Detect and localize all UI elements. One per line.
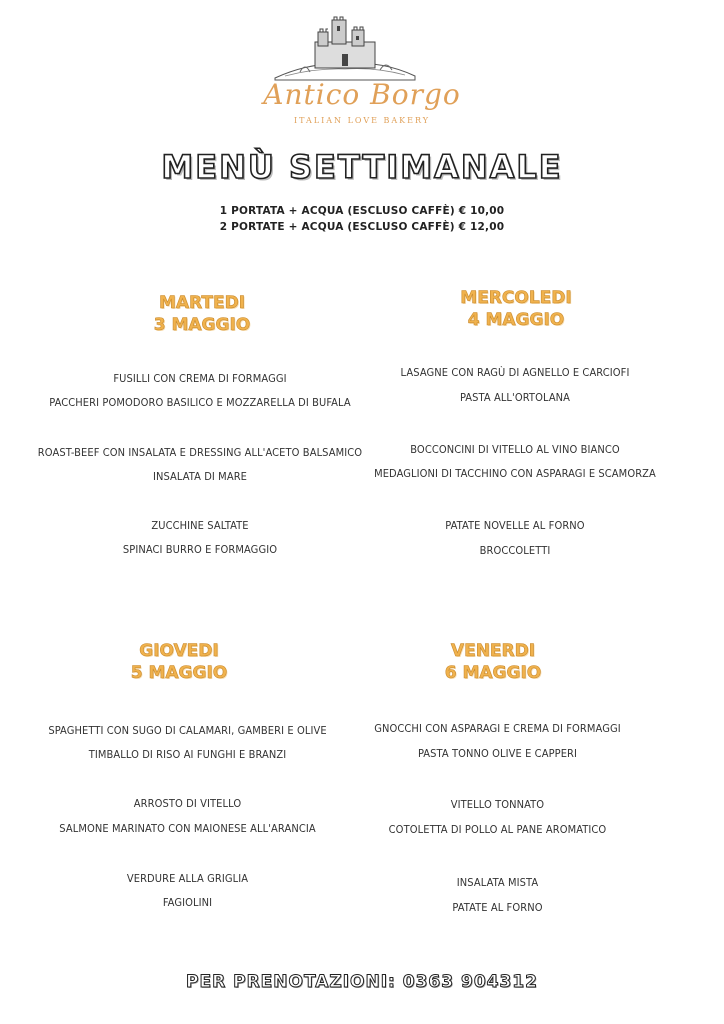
day-name: MARTEDI [158,293,246,313]
castle-icon [270,12,420,82]
menu-item: PACCHERI POMODORO BASILICO E MOZZARELLA DI BUFALA [49,396,351,409]
menu-item: MEDAGLIONI DI TACCHINO CON ASPARAGI E SCAMORZA [374,467,656,480]
menu-item: BOCCONCINI DI VITELLO AL VINO BIANCO [410,443,620,456]
menu-item: SPINACI BURRO E FORMAGGIO [122,543,278,556]
day-name: GIOVEDI [139,641,219,661]
menu-item: ZUCCHINE SALTATE [151,519,249,532]
menu-item: LASAGNE CON RAGÙ DI AGNELLO E CARCIOFI [400,366,630,379]
reservation-phone: PER PRENOTAZIONI: 0363 904312 [186,972,538,992]
menu-item: VITELLO TONNATO [450,798,545,811]
day-date: 5 MAGGIO [130,663,228,683]
menu-item: TIMBALLO DI RISO AI FUNGHI E BRANZI [88,748,287,761]
brand-tagline: ITALIAN LOVE BAKERY [293,116,431,125]
menu-item: SPAGHETTI CON SUGO DI CALAMARI, GAMBERI E OLIVE [48,724,327,737]
menu-item: PASTA TONNO OLIVE E CAPPERI [417,747,578,760]
price-line-1: 1 PORTATA + ACQUA (ESCLUSO CAFFÈ) € 10,00 [219,205,505,217]
brand-name: Antico Borgo [263,78,461,111]
day-date: 4 MAGGIO [467,310,565,330]
menu-item: INSALATA MISTA [456,876,539,889]
day-heading-martedi [102,292,302,336]
menu-item: COTOLETTA DI POLLO AL PANE AROMATICO [388,823,607,836]
menu-item: GNOCCHI CON ASPARAGI E CREMA DI FORMAGGI [374,722,621,735]
day-date: 3 MAGGIO [153,315,251,335]
day-date: 6 MAGGIO [444,663,542,683]
day-heading-mercoledi [416,287,616,331]
menu-item: ROAST-BEEF CON INSALATA E DRESSING ALL'ACETO BALSAMICO [37,446,363,459]
menu-item: INSALATA DI MARE [152,470,248,483]
menu-item: BROCCOLETTI [479,544,551,557]
price-line-2: 2 PORTATE + ACQUA (ESCLUSO CAFFÈ) € 12,00 [219,221,505,233]
day-name: MERCOLEDI [460,288,572,308]
menu-item: FUSILLI CON CREMA DI FORMAGGI [113,372,287,385]
menu-item: ARROSTO DI VITELLO [133,797,242,810]
menu-item: SALMONE MARINATO CON MAIONESE ALL'ARANCIA [59,822,316,835]
menu-item: VERDURE ALLA GRIGLIA [126,872,249,885]
menu-item: PATATE AL FORNO [452,901,543,914]
menu-item: FAGIOLINI [162,896,213,909]
logo [230,12,460,132]
page-title: MENÙ SETTIMANALE [161,148,563,186]
menu-item: PATATE NOVELLE AL FORNO [445,519,585,532]
day-heading-giovedi [79,640,279,684]
menu-item: PASTA ALL'ORTOLANA [459,391,571,404]
day-heading-venerdi [393,640,593,684]
day-name: VENERDI [450,641,536,661]
